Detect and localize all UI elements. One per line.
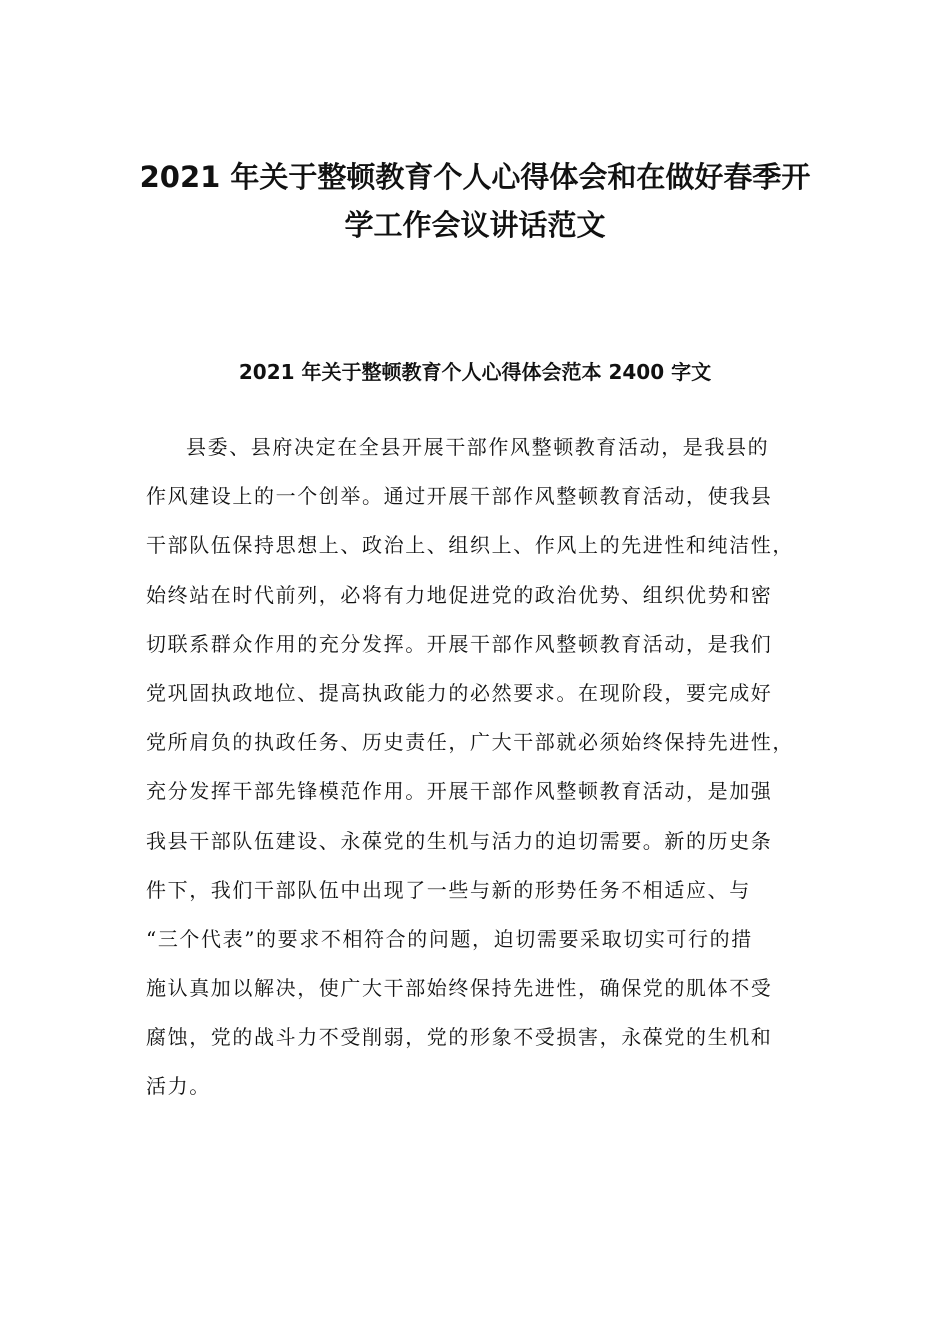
section-subtitle: 2021 年关于整顿教育个人心得体会范本 2400 字文 <box>238 360 712 384</box>
paragraph-line: 活力。 <box>146 1074 211 1099</box>
paragraph-line: 始终站在时代前列，必将有力地促进党的政治优势、组织优势和密 <box>146 582 773 607</box>
document-title-line-1: 2021 年关于整顿教育个人心得体会和在做好春季开 <box>139 160 811 194</box>
paragraph-line: 我县干部队伍建设、永葆党的生机与活力的迫切需要。新的历史条 <box>146 828 773 853</box>
paragraph-line: 党巩固执政地位、提高执政能力的必然要求。在现阶段，要完成好 <box>146 680 773 705</box>
body-paragraph <box>146 423 806 1112</box>
paragraph-line: 件下，我们干部队伍中出现了一些与新的形势任务不相适应、与 <box>146 877 751 902</box>
paragraph-line: 充分发挥干部先锋模范作用。开展干部作风整顿教育活动，是加强 <box>146 779 773 804</box>
paragraph-line: 施认真加以解决，使广大干部始终保持先进性，确保党的肌体不受 <box>146 976 773 1001</box>
paragraph-line: “三个代表”的要求不相符合的问题，迫切需要采取切实可行的措 <box>146 926 753 951</box>
paragraph-line: 党所肩负的执政任务、历史责任，广大干部就必须始终保持先进性， <box>146 730 794 755</box>
paragraph-line: 县委、县府决定在全县开展干部作风整顿教育活动，是我县的 <box>186 435 770 459</box>
paragraph-line: 切联系群众作用的充分发挥。开展干部作风整顿教育活动，是我们 <box>146 631 773 656</box>
paragraph-line: 作风建设上的一个创举。通过开展干部作风整顿教育活动，使我县 <box>146 484 773 509</box>
paragraph-line: 干部队伍保持思想上、政治上、组织上、作风上的先进性和纯洁性， <box>146 533 794 558</box>
document-title-line-2: 学工作会议讲话范文 <box>344 208 606 242</box>
paragraph-line: 腐蚀，党的战斗力不受削弱，党的形象不受损害，永葆党的生机和 <box>146 1025 773 1050</box>
